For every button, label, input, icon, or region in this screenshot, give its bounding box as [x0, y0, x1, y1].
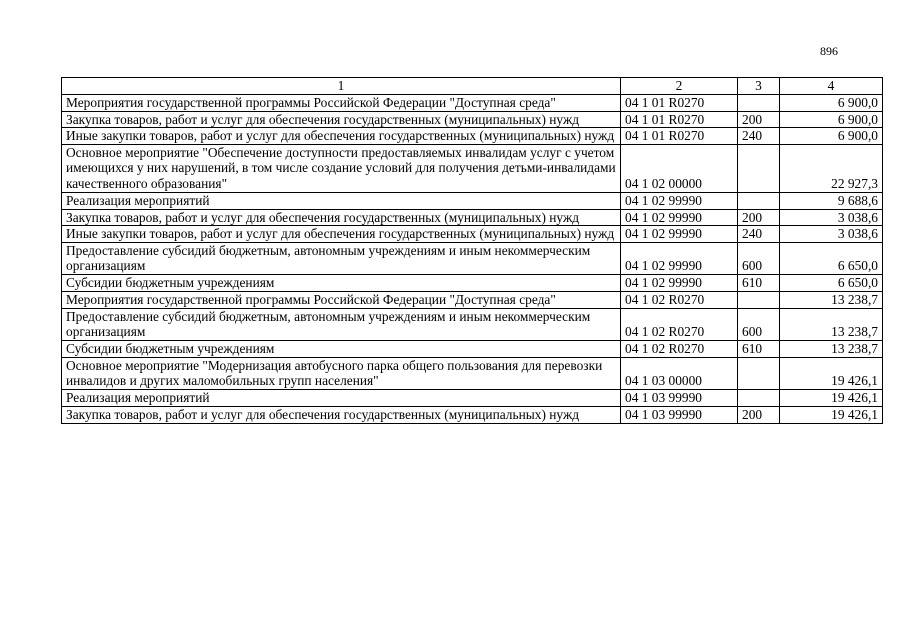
row-sum: 6 900,0 — [780, 111, 883, 128]
row-code: 04 1 03 99990 — [621, 389, 738, 406]
table-row — [62, 340, 883, 357]
row-type — [738, 291, 780, 308]
table-row — [62, 389, 883, 406]
table-row — [62, 192, 883, 209]
row-name: Предоставление субсидий бюджетным, автономным учреждениям и иным некоммерческим организациям — [62, 308, 621, 340]
row-name: Субсидии бюджетным учреждениям — [62, 340, 621, 357]
row-code: 04 1 02 99990 — [621, 209, 738, 226]
row-sum: 19 426,1 — [780, 357, 883, 389]
table-row — [62, 95, 883, 112]
row-name: Иные закупки товаров, работ и услуг для обеспечения государственных (муниципальных) нужд — [62, 128, 621, 145]
row-sum: 19 426,1 — [780, 389, 883, 406]
row-code: 04 1 01 R0270 — [621, 111, 738, 128]
row-code: 04 1 02 99990 — [621, 226, 738, 243]
row-name: Реализация мероприятий — [62, 192, 621, 209]
row-sum: 19 426,1 — [780, 406, 883, 423]
row-type: 610 — [738, 274, 780, 291]
row-code: 04 1 03 99990 — [621, 406, 738, 423]
row-type: 200 — [738, 406, 780, 423]
table-row — [62, 308, 883, 340]
row-name: Закупка товаров, работ и услуг для обеспечения государственных (муниципальных) нужд — [62, 406, 621, 423]
row-type: 600 — [738, 308, 780, 340]
row-type: 200 — [738, 111, 780, 128]
row-name: Субсидии бюджетным учреждениям — [62, 274, 621, 291]
row-name: Иные закупки товаров, работ и услуг для обеспечения государственных (муниципальных) нужд — [62, 226, 621, 243]
row-type — [738, 192, 780, 209]
row-sum: 6 900,0 — [780, 95, 883, 112]
row-type — [738, 144, 780, 192]
column-header-3: 3 — [738, 78, 780, 95]
row-name: Закупка товаров, работ и услуг для обеспечения государственных (муниципальных) нужд — [62, 111, 621, 128]
table-row — [62, 406, 883, 423]
table-row — [62, 274, 883, 291]
table-row — [62, 226, 883, 243]
row-name: Предоставление субсидий бюджетным, автономным учреждениям и иным некоммерческим организациям — [62, 242, 621, 274]
table-row — [62, 242, 883, 274]
row-name: Реализация мероприятий — [62, 389, 621, 406]
row-sum: 6 650,0 — [780, 274, 883, 291]
row-code: 04 1 02 R0270 — [621, 308, 738, 340]
row-sum: 13 238,7 — [780, 308, 883, 340]
row-name: Закупка товаров, работ и услуг для обеспечения государственных (муниципальных) нужд — [62, 209, 621, 226]
table-row — [62, 111, 883, 128]
page-number: 896 — [820, 44, 838, 58]
row-name: Мероприятия государственной программы Российской Федерации "Доступная среда" — [62, 95, 621, 112]
row-sum: 22 927,3 — [780, 144, 883, 192]
row-type: 600 — [738, 242, 780, 274]
row-sum: 9 688,6 — [780, 192, 883, 209]
row-sum: 6 650,0 — [780, 242, 883, 274]
table-row — [62, 209, 883, 226]
row-type: 240 — [738, 128, 780, 145]
row-code: 04 1 01 R0270 — [621, 128, 738, 145]
table-row — [62, 357, 883, 389]
table-row — [62, 128, 883, 145]
header-row — [62, 78, 883, 95]
row-name: Основное мероприятие "Обеспечение доступности предоставляемых инвалидам услуг с учетом имеющихся у них нарушений, в том числе создание условий для получения детьми-инвалидами качественного образования" — [62, 144, 621, 192]
row-code: 04 1 01 R0270 — [621, 95, 738, 112]
row-type: 610 — [738, 340, 780, 357]
row-sum: 13 238,7 — [780, 291, 883, 308]
row-code: 04 1 02 R0270 — [621, 291, 738, 308]
row-sum: 13 238,7 — [780, 340, 883, 357]
row-type: 200 — [738, 209, 780, 226]
row-sum: 3 038,6 — [780, 226, 883, 243]
row-code: 04 1 02 R0270 — [621, 340, 738, 357]
column-header-1: 1 — [62, 78, 621, 95]
row-code: 04 1 02 99990 — [621, 242, 738, 274]
column-header-2: 2 — [621, 78, 738, 95]
column-header-4: 4 — [780, 78, 883, 95]
table-row — [62, 144, 883, 192]
row-type — [738, 389, 780, 406]
row-name: Мероприятия государственной программы Российской Федерации "Доступная среда" — [62, 291, 621, 308]
row-code: 04 1 02 00000 — [621, 144, 738, 192]
row-sum: 3 038,6 — [780, 209, 883, 226]
budget-table — [61, 77, 883, 424]
row-type — [738, 95, 780, 112]
row-sum: 6 900,0 — [780, 128, 883, 145]
row-code: 04 1 03 00000 — [621, 357, 738, 389]
row-code: 04 1 02 99990 — [621, 192, 738, 209]
row-code: 04 1 02 99990 — [621, 274, 738, 291]
row-type: 240 — [738, 226, 780, 243]
row-type — [738, 357, 780, 389]
row-name: Основное мероприятие "Модернизация автобусного парка общего пользования для перевозки инвалидов и других маломобильных групп населения" — [62, 357, 621, 389]
table-row — [62, 291, 883, 308]
